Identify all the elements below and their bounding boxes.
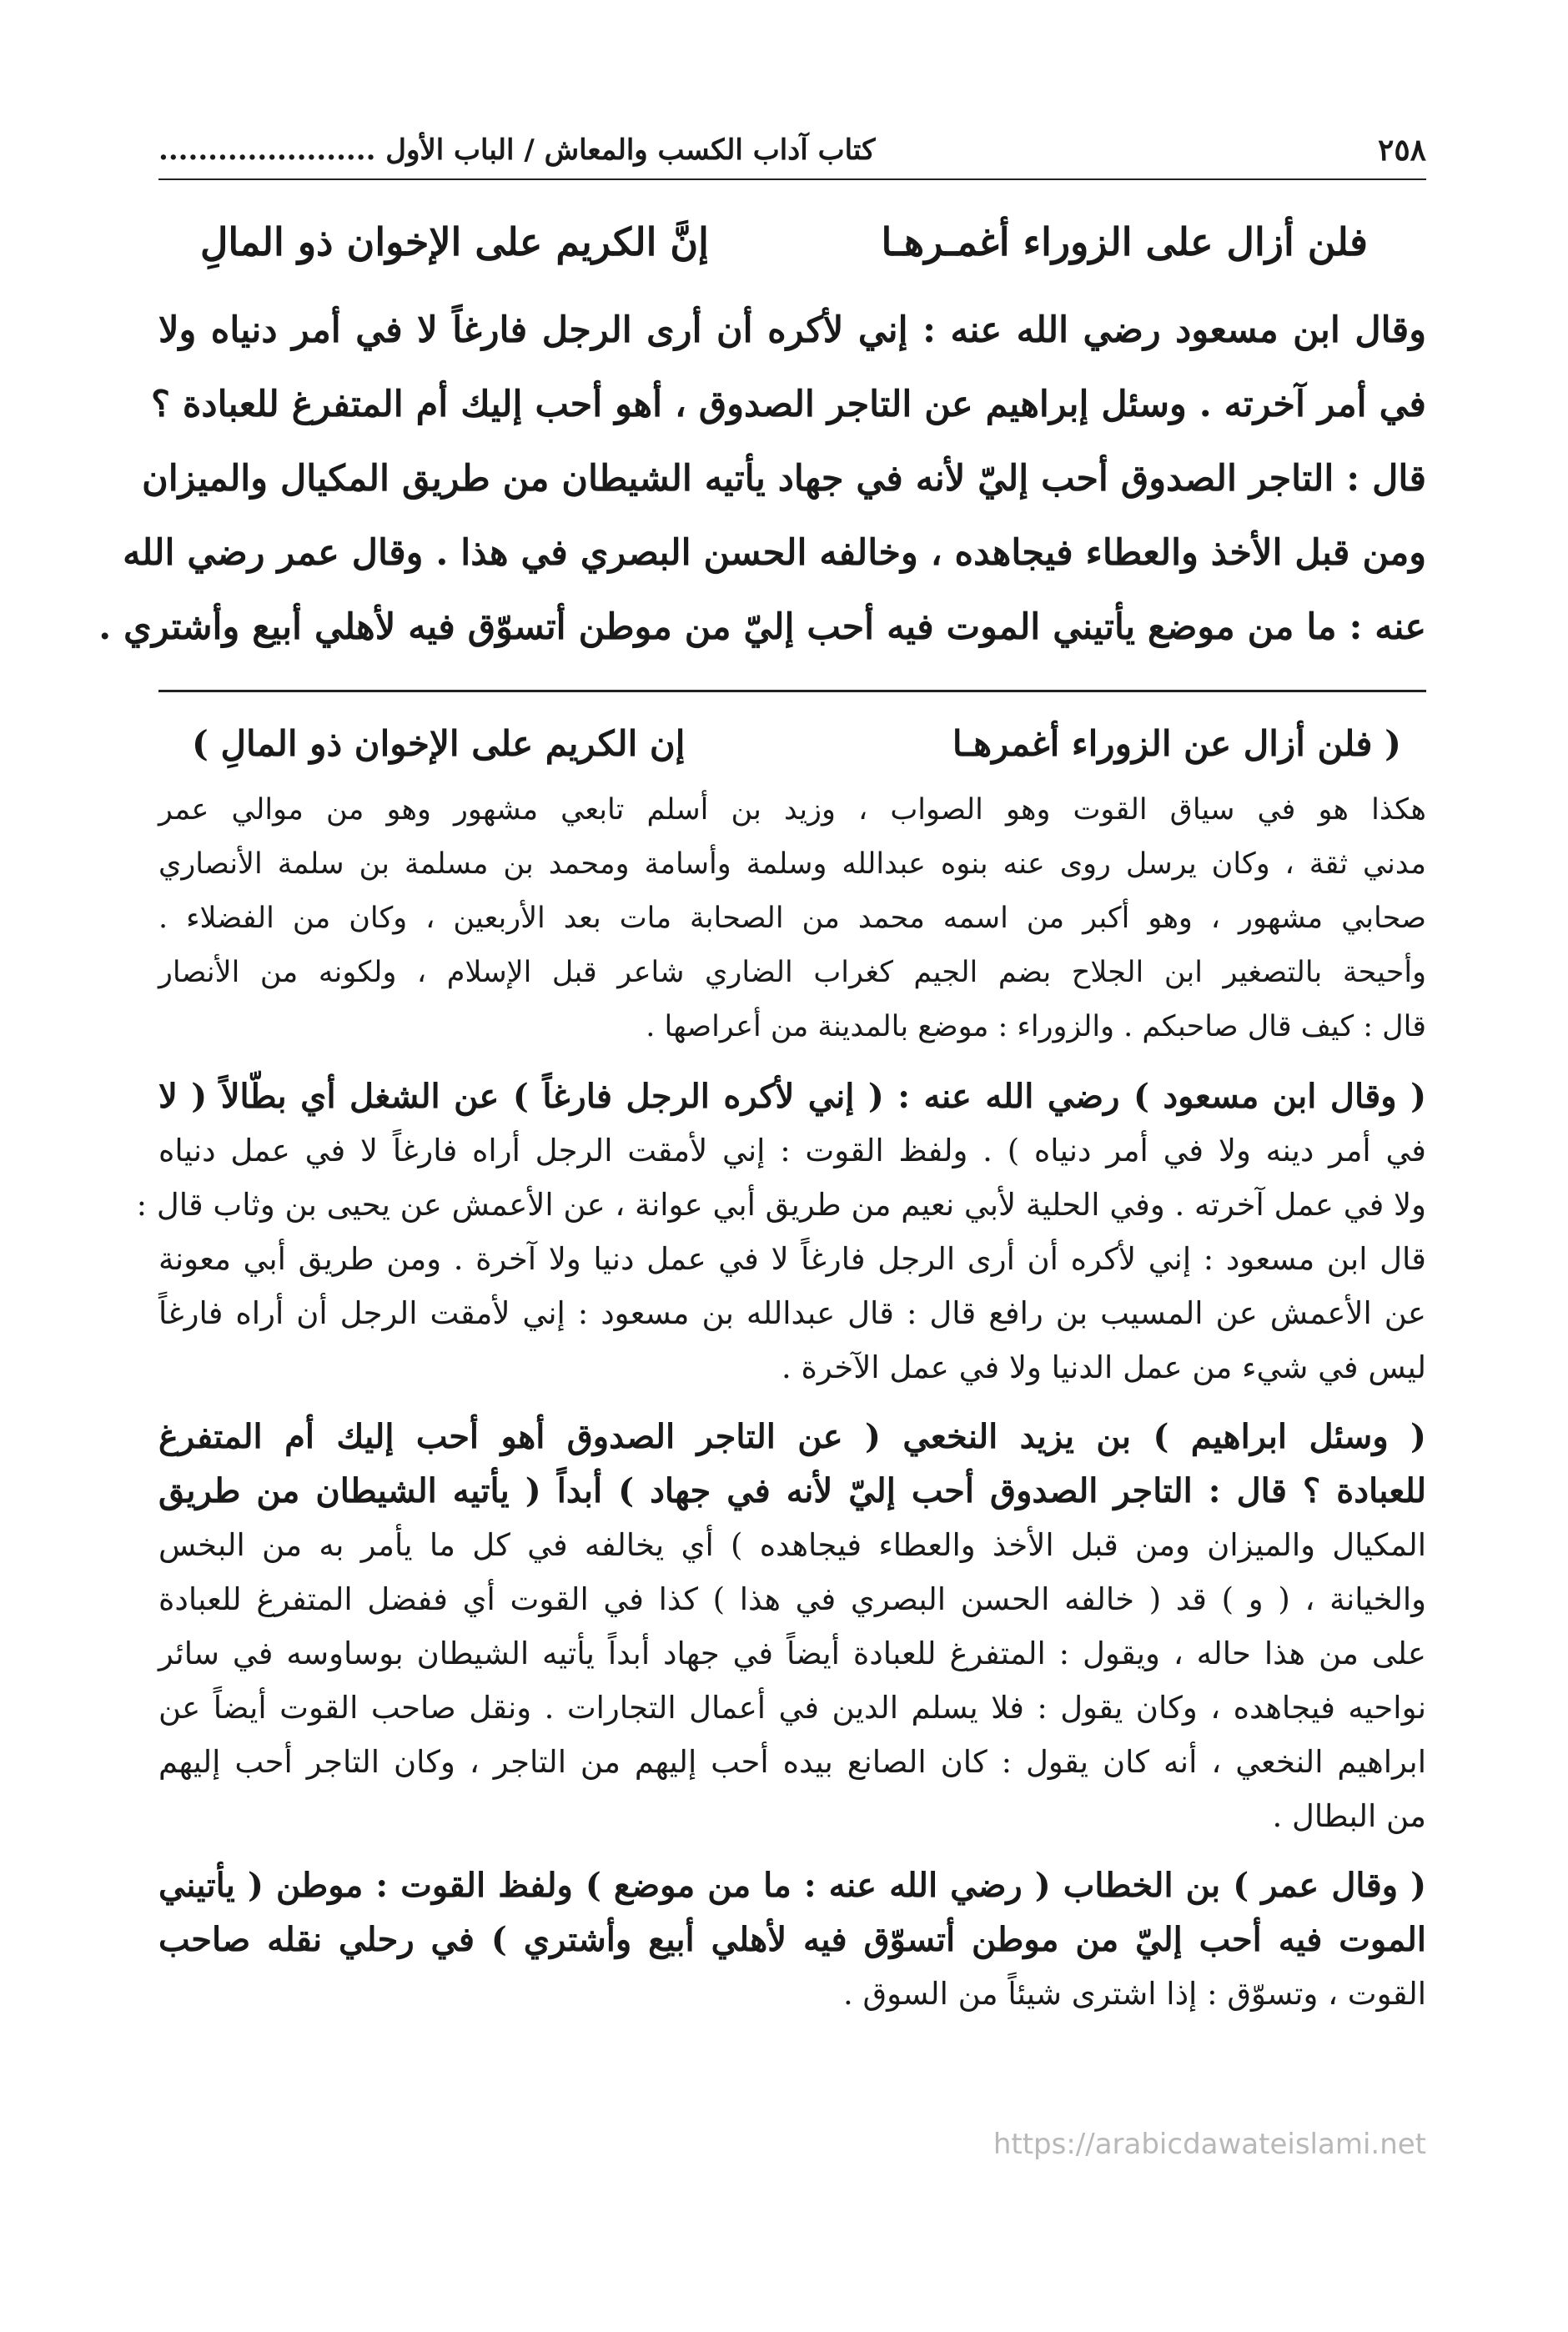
commentary-line: نواحيه فيجاهده ، وكان يقول : فلا يسلم الدين في أعمال التجارات . ونقل صاحب القوت أيضاً عن bbox=[158, 1690, 1426, 1726]
commentary-paragraph-1 bbox=[158, 783, 1426, 1054]
commentary-paragraph-4 bbox=[158, 1858, 1426, 2021]
main-text bbox=[98, 294, 1426, 665]
section-divider bbox=[158, 690, 1426, 692]
main-line: قال : التاجر الصدوق أحب إليّ لأنه في جهاد يأتيه الشيطان من طريق المكيال والميزان bbox=[142, 458, 1426, 500]
commentary-paragraph-3 bbox=[158, 1410, 1426, 1843]
page-number: ٢٥٨ bbox=[1377, 133, 1426, 168]
commentary bbox=[136, 717, 1427, 2021]
commentary-line: وأحيحة بالتصغير ابن الجلاح بضم الجيم كغراب الضاري شاعر قبل الإسلام ، ولكونه من الأنصار bbox=[158, 956, 1426, 990]
poem-hemistich-2: إنَّ الكريم على الإخوان ذو المالِ bbox=[200, 219, 709, 264]
commentary-line: للعبادة ؟ قال : التاجر الصدوق أحب إليّ لأنه في جهاد ) أبداً ( يأتيه الشيطان من طريق bbox=[158, 1471, 1427, 1511]
commentary-verse-1: ( فلن أزال عن الزوراء أغمرهـا bbox=[952, 723, 1401, 765]
commentary-verse-2: إن الكريم على الإخوان ذو المالِ ) bbox=[192, 723, 686, 765]
book-page bbox=[98, 125, 1427, 2332]
commentary-line: القوت ، وتسوّق : إذا اشترى شيئاً من السوق . bbox=[842, 1976, 1426, 2013]
running-title: كتاب آداب الكسب والمعاش / الباب الأول ...................... bbox=[158, 133, 876, 167]
main-line: وقال ابن مسعود رضي الله عنه : إني لأكره أن أرى الرجل فارغاً لا في أمر دنياه ولا bbox=[158, 309, 1426, 352]
main-line: ومن قبل الأخذ والعطاء فيجاهده ، وخالفه الحسن البصري في هذا . وقال عمر رضي الله bbox=[123, 532, 1426, 575]
commentary-line: ولا في عمل آخرته . وفي الحلية لأبي نعيم من طريق أبي عوانة ، عن الأعمش عن يحيى بن وثاب قال : bbox=[136, 1187, 1426, 1224]
commentary-line: عن الأعمش عن المسيب بن رافع قال : قال عبدالله بن مسعود : إني لأمقت الرجل أن أراه فارغاً bbox=[158, 1295, 1426, 1332]
main-line: في أمر آخرته . وسئل إبراهيم عن التاجر الصدوق ، أهو أحب إليك أم المتفرغ للعبادة ؟ bbox=[151, 384, 1426, 426]
commentary-line: قال : كيف قال صاحبكم . والزوراء : موضع بالمدينة من أعراصها . bbox=[646, 1010, 1426, 1044]
commentary-line: من البطال . bbox=[1272, 1798, 1426, 1835]
commentary-line: ( وقال عمر ) بن الخطاب ( رضي الله عنه : ما من موضع ) ولفظ القوت : موطن ( يأتيني bbox=[158, 1866, 1426, 1906]
main-paragraph bbox=[98, 294, 1426, 665]
commentary-line: والخيانة ، ( و ) قد ( خالفه الحسن البصري في هذا ) كذا في القوت أي ففضل المتفرغ للعبادة bbox=[158, 1581, 1426, 1618]
commentary-line: هكذا هو في سياق القوت وهو الصواب ، وزيد بن أسلم تابعي مشهور وهو من موالي عمر bbox=[158, 793, 1426, 827]
commentary-paragraph-2 bbox=[136, 1069, 1426, 1395]
commentary-line: ليس في شيء من عمل الدنيا ولا في عمل الآخرة . bbox=[781, 1349, 1426, 1386]
commentary-line: ابراهيم النخعي ، أنه كان يقول : كان الصانع بيده أحب إليهم من التاجر ، وكان التاجر أحب إليهم bbox=[158, 1744, 1426, 1781]
commentary-line: المكيال والميزان ومن قبل الأخذ والعطاء فيجاهده ) أي يخالفه في كل ما يأمر به من البخس bbox=[158, 1527, 1426, 1564]
commentary-line: صحابي مشهور ، وهو أكبر من اسمه محمد من الصحابة مات بعد الأربعين ، وكان من الفضلاء . bbox=[158, 902, 1426, 936]
poem-verse bbox=[200, 215, 1368, 269]
commentary-line: على من هذا حاله ، ويقول : المتفرغ للعبادة أيضاً في جهاد أبداً يأتيه الشيطان بوساوسه في سائر bbox=[158, 1636, 1426, 1672]
main-line: عنه : ما من موضع يأتيني الموت فيه أحب إليّ من موطن أتسوّق فيه لأهلي أبيع وأشتري . bbox=[98, 606, 1426, 649]
commentary-line: ( وقال ابن مسعود ) رضي الله عنه : ( إني لأكره الرجل فارغاً ) عن الشغل أي بطّالاً ( لا bbox=[158, 1077, 1426, 1117]
commentary-line: مدني ثقة ، وكان يرسل روى عنه بنوه عبدالله وسلمة وأسامة ومحمد بن مسلمة بن سلمة الأنصاري bbox=[158, 847, 1426, 882]
commentary-verse bbox=[192, 717, 1401, 770]
commentary-line: في أمر دينه ولا في أمر دنياه ) . ولفظ القوت : إني لأمقت الرجل أراه فارغاً لا في عمل دنياه bbox=[158, 1133, 1426, 1169]
commentary-line: قال ابن مسعود : إني لأكره أن أرى الرجل فارغاً لا في عمل دنيا ولا آخرة . ومن طريق أبي معونة bbox=[158, 1241, 1426, 1278]
watermark-url: https://arabicdawateislami.net bbox=[993, 2128, 1426, 2161]
running-header bbox=[158, 125, 1426, 180]
commentary-line: الموت فيه أحب إليّ من موطن أتسوّق فيه لأهلي أبيع وأشتري ) في رحلي نقله صاحب bbox=[158, 1920, 1426, 1960]
commentary-line: ( وسئل ابراهيم ) بن يزيد النخعي ( عن التاجر الصدوق أهو أحب إليك أم المتفرغ bbox=[158, 1417, 1426, 1457]
poem-hemistich-1: فلن أزال على الزوراء أغمـرهـا bbox=[881, 219, 1368, 264]
